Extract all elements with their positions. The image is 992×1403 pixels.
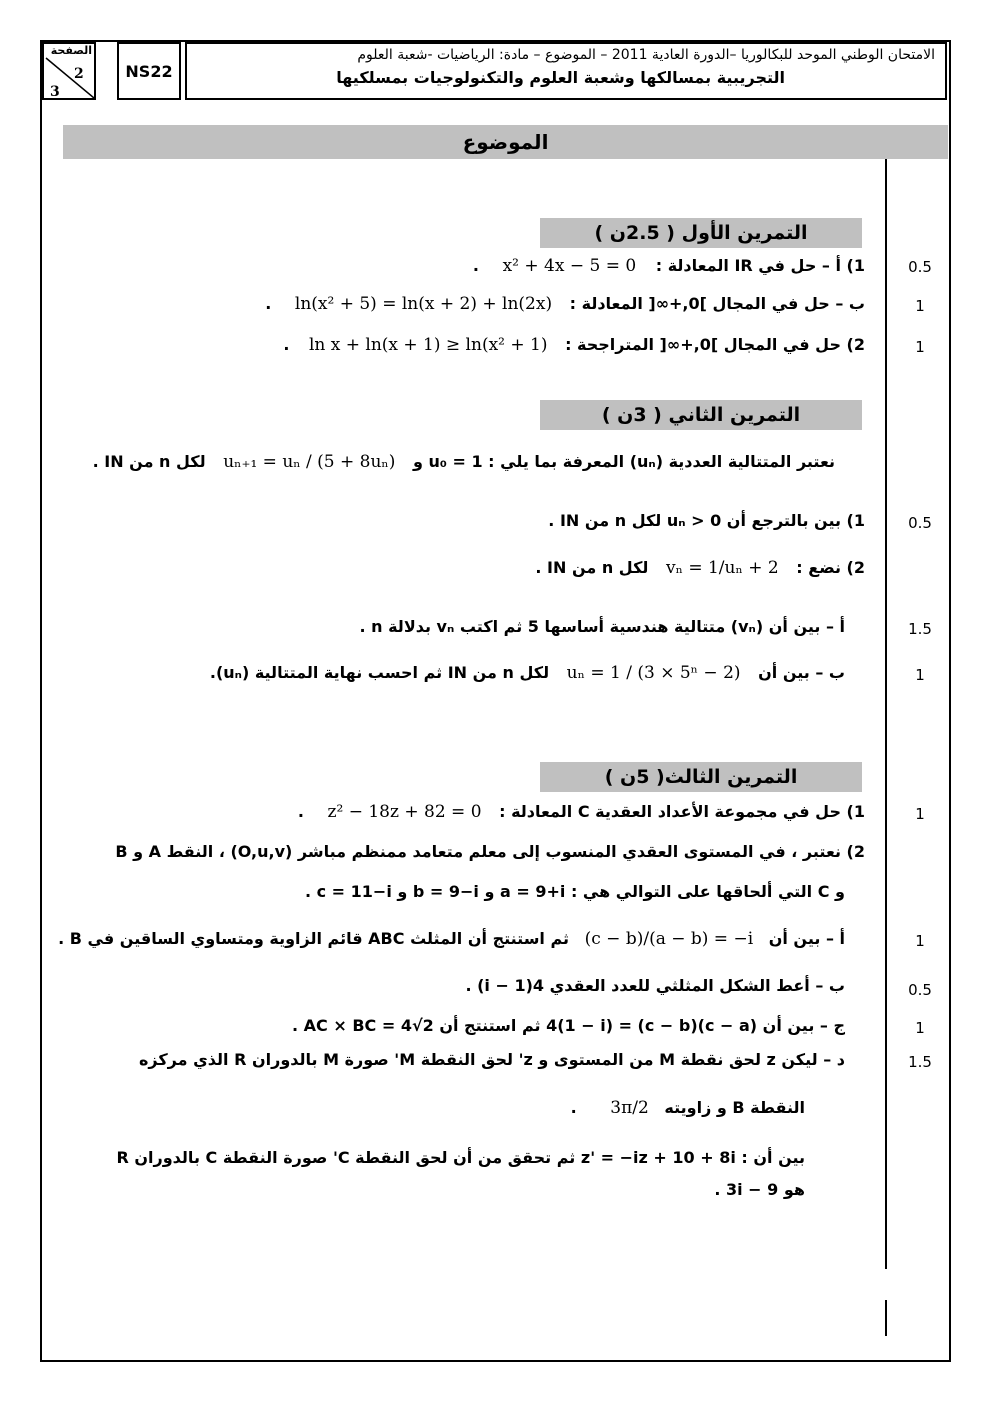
math-expression: vₙ = 1/uₙ + 2: [665, 558, 779, 578]
math-expression: ln x + ln(x + 1) ≥ ln(x² + 1): [308, 335, 548, 355]
exam-header: [185, 42, 947, 100]
question-text: 2) حل في المجال ]0,+∞[ المتراجحة :: [565, 335, 865, 354]
exercise-3-item-2c: ج – بين أن (c − a)(c − b) = 4(1 − i) ثم استنتج أن AC × BC = 4√2 .: [292, 1016, 845, 1035]
math-expression: x² + 4x − 5 = 0: [502, 256, 637, 276]
mark: 1.5: [908, 1053, 932, 1071]
subject-title: الموضوع: [63, 125, 948, 159]
exercise-3-item-2d-result: هو 9 − 3i .: [714, 1180, 805, 1199]
mark: 1: [915, 932, 925, 950]
exercise-3-item-1: 1) حل في مجموعة الأعداد العقدية C المعادلة : z² − 18z + 82 = 0 .: [297, 802, 865, 822]
exercise-1-item-1: 1) أ – حل في IR المعادلة : x² + 4x − 5 = 0 .: [472, 256, 865, 276]
question-text: ب – بين أن: [758, 663, 845, 682]
mark: 0.5: [908, 981, 932, 999]
exercise-3-item-2-affixes: و C التي ألحاقها على التوالي هي : a = 9+i و b = 9−i و c = 11−i .: [304, 882, 845, 901]
question-text: ب – حل في المجال ]0,+∞[ المعادلة :: [569, 294, 865, 313]
exercise-2-item-2a: أ – بين أن (vₙ) متتالية هندسية أساسها 5 ثم اكتب vₙ بدلالة n .: [359, 617, 845, 636]
exercise-2-item-2: [535, 558, 865, 578]
mark: 1: [915, 1019, 925, 1037]
exercise-3-item-2d: د – ليكن z لحق نقطة M من المستوى و z' لحق النقطة M' صورة M بالدوران R الذي مركزه: [138, 1050, 845, 1069]
page-number-box: [42, 42, 96, 100]
mark: 1.5: [908, 620, 932, 638]
page-label: الصفحة: [50, 44, 92, 57]
exercise-2-title: التمرين الثاني ( 3ن ): [540, 400, 862, 430]
question-tail: لكل n من IN .: [535, 558, 649, 577]
math-expression: 3π/2: [610, 1098, 649, 1118]
exercise-3-item-2b: ب – أعط الشكل المثلثي للعدد العقدي 4(1 − i) .: [465, 976, 845, 995]
math-expression: uₙ₊₁ = uₙ / (5 + 8uₙ): [223, 452, 396, 472]
question-tail: ثم استنتج أن المثلث ABC قائم الزاوية ومتساوي الساقين في B .: [58, 929, 570, 948]
exercise-3-item-2a: [58, 929, 845, 949]
mark: 0.5: [908, 258, 932, 276]
page-number: 2: [74, 66, 84, 82]
exercise-2-intro: [93, 452, 835, 472]
exam-line: الامتحان الوطني الموحد للبكالوريا –الدورة العادية 2011 – الموضوع – مادة: الرياضيات -شعبة العلوم: [357, 47, 935, 63]
exam-code: NS22: [117, 42, 181, 100]
exercise-3-title: التمرين الثالث( 5ن ): [540, 762, 862, 792]
marks-column-divider-lower: [885, 1300, 887, 1336]
math-expression: z² − 18z + 82 = 0: [327, 802, 482, 822]
mark: 1: [915, 805, 925, 823]
math-expression: ln(x² + 5) = ln(x + 2) + ln(2x): [294, 294, 553, 314]
marks-column-divider: [885, 159, 887, 1269]
mark: 1: [915, 338, 925, 356]
exercise-2-item-2b: [210, 663, 845, 683]
exercise-3-item-2: 2) نعتبر ، في المستوى العقدي المنسوب إلى معلم متعامد ممنظم مباشر (O,u,v) ، النقط A و B: [115, 842, 865, 861]
question-text: النقطة B و زاويته: [664, 1098, 805, 1117]
math-expression: (c − b)/(a − b) = −i: [584, 929, 754, 949]
exercise-2-item-1: 1) بين بالترجع أن uₙ > 0 لكل n من IN .: [548, 511, 865, 530]
mark: 1: [915, 666, 925, 684]
exercise-1-item-2: ب – حل في المجال ]0,+∞[ المعادلة : ln(x² + 5) = ln(x + 2) + ln(2x) .: [265, 294, 865, 314]
mark: 0.5: [908, 514, 932, 532]
page-total: 3: [50, 84, 60, 100]
question-text: 1) أ – حل في IR المعادلة :: [655, 256, 865, 275]
math-expression: uₙ = 1 / (3 × 5ⁿ − 2): [566, 663, 741, 683]
exercise-3-item-2d-angle: النقطة B و زاويته 3π/2 .: [570, 1098, 805, 1118]
question-text: 2) نضع :: [796, 558, 865, 577]
question-tail: لكل n من IN .: [92, 452, 206, 471]
branch-line: التجريبية بمسالكها وشعبة العلوم والتكنولوجيات بمسلكيها: [336, 68, 785, 87]
question-tail: لكل n من IN ثم احسب نهاية المتتالية (uₙ).: [209, 663, 550, 682]
question-text: أ – بين أن: [768, 929, 845, 948]
question-text: 1) حل في مجموعة الأعداد العقدية C المعادلة :: [499, 802, 865, 821]
mark: 1: [915, 297, 925, 315]
exercise-1-item-3: 2) حل في المجال ]0,+∞[ المتراجحة : ln x + ln(x + 1) ≥ ln(x² + 1) .: [283, 335, 865, 355]
exercise-3-item-2d-verify: بين أن : z' = −iz + 10 + 8i ثم تحقق من أن لحق النقطة C' صورة النقطة C بالدوران R: [116, 1148, 805, 1167]
exercise-1-title: التمرين الأول ( 2.5ن ): [540, 218, 862, 248]
question-text: نعتبر المتتالية العددية (uₙ) المعرفة بما يلي : u₀ = 1 و: [413, 452, 835, 471]
